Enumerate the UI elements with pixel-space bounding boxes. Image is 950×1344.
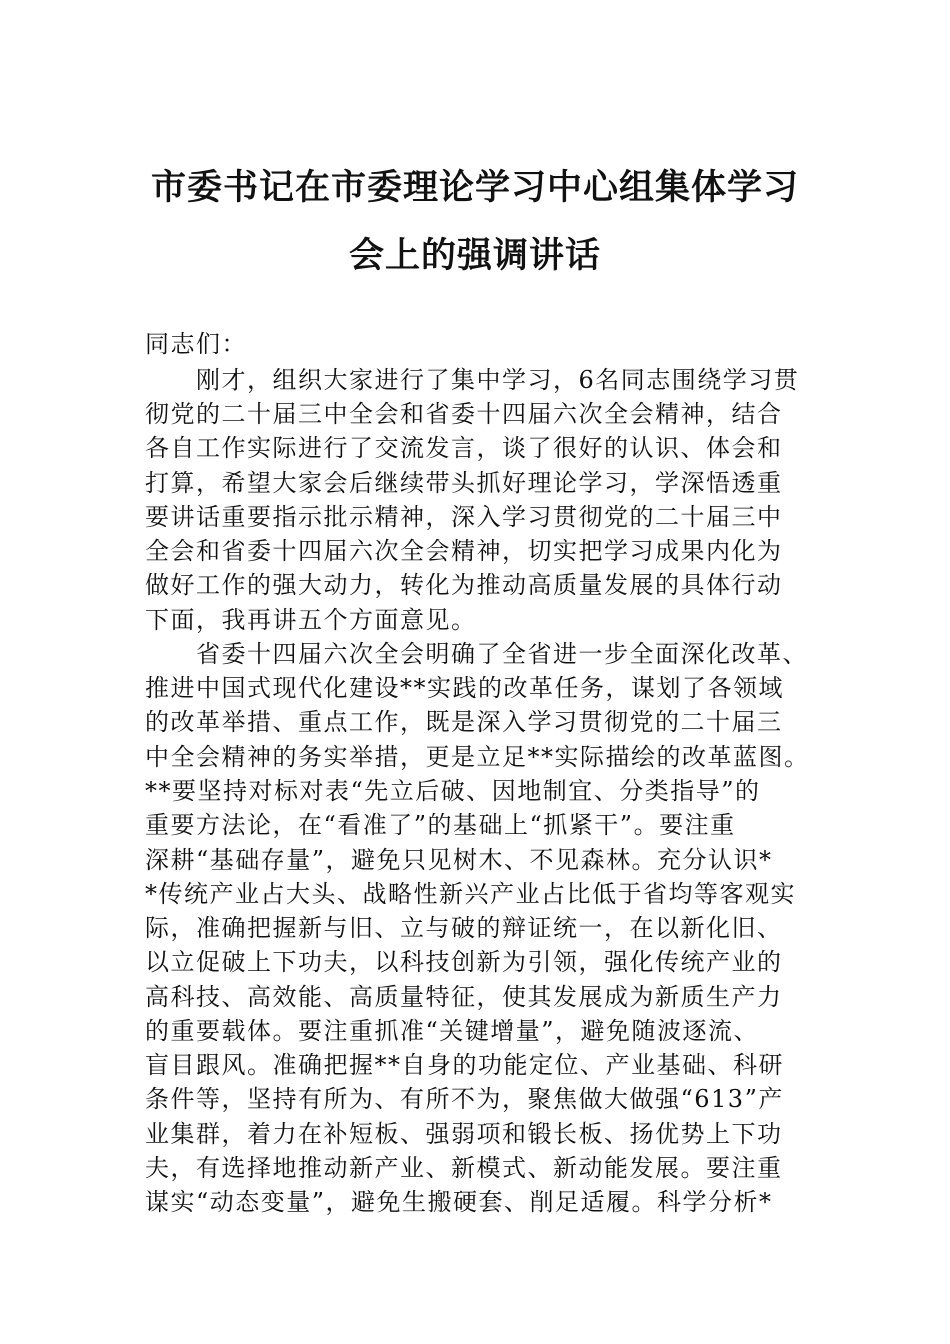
- body-line: 高科技、高效能、高质量特征，使其发展成为新质生产力: [145, 983, 783, 1011]
- body-line: 要讲话重要指示批示精神，深入学习贯彻党的二十届三中: [145, 503, 783, 531]
- body-line: 以立促破上下功夫，以科技创新为引领，强化传统产业的: [145, 948, 783, 976]
- body-line: 彻党的二十届三中全会和省委十四届六次全会精神，结合: [145, 400, 783, 428]
- body-line: 推进中国式现代化建设**实践的改革任务，谋划了各领域: [145, 674, 784, 702]
- body-line: 际，准确把握新与旧、立与破的辩证统一，在以新化旧、: [145, 914, 783, 942]
- body-line: *传统产业占大头、战略性新兴产业占比低于省均等客观实: [145, 880, 796, 908]
- body-line: 重要方法论，在“看准了”的基础上“抓紧干”。要注重: [145, 811, 736, 839]
- body-line: 夫，有选择地推动新产业、新模式、新动能发展。要注重: [145, 1154, 783, 1182]
- document-title-line-2: 会上的强调讲话: [348, 235, 601, 276]
- body-line: 下面，我再讲五个方面意见。: [145, 606, 477, 634]
- body-line: 条件等，坚持有所为、有所不为，聚焦做大做强“613”产: [145, 1085, 784, 1113]
- salutation: 同志们：: [145, 330, 247, 358]
- body-line: 各自工作实际进行了交流发言，谈了很好的认识、体会和: [145, 434, 783, 462]
- body-line: 省委十四届六次全会明确了全省进一步全面深化改革、: [145, 640, 808, 668]
- body-line: 全会和省委十四届六次全会精神，切实把学习成果内化为: [145, 537, 783, 565]
- body-line: 谋实“动态变量”，避免生搬硬套、削足适履。科学分析*: [145, 1188, 773, 1216]
- body-line: 中全会精神的务实举措，更是立足**实际描绘的改革蓝图。: [145, 743, 810, 771]
- body-line: 的改革举措、重点工作，既是深入学习贯彻党的二十届三: [145, 708, 783, 736]
- body-line: 业集群，着力在补短板、强弱项和锻长板、扬优势上下功: [145, 1120, 783, 1148]
- body-line: 打算，希望大家会后继续带头抓好理论学习，学深悟透重: [145, 469, 783, 497]
- body-line: 深耕“基础存量”，避免只见树木、不见森林。充分认识*: [145, 846, 773, 874]
- body-line: 盲目跟风。准确把握**自身的功能定位、产业基础、科研: [145, 1051, 784, 1079]
- body-line: 做好工作的强大动力，转化为推动高质量发展的具体行动: [145, 571, 783, 599]
- body-line: **要坚持对标对表“先立后破、因地制宜、分类指导”的: [145, 777, 761, 805]
- body-line: 刚才，组织大家进行了集中学习，6名同志围绕学习贯: [145, 366, 800, 394]
- document-title-line-1: 市委书记在市委理论学习中心组集体学习: [150, 167, 799, 208]
- body-line: 的重要载体。要注重抓准“关键增量”，避免随波逐流、: [145, 1017, 760, 1045]
